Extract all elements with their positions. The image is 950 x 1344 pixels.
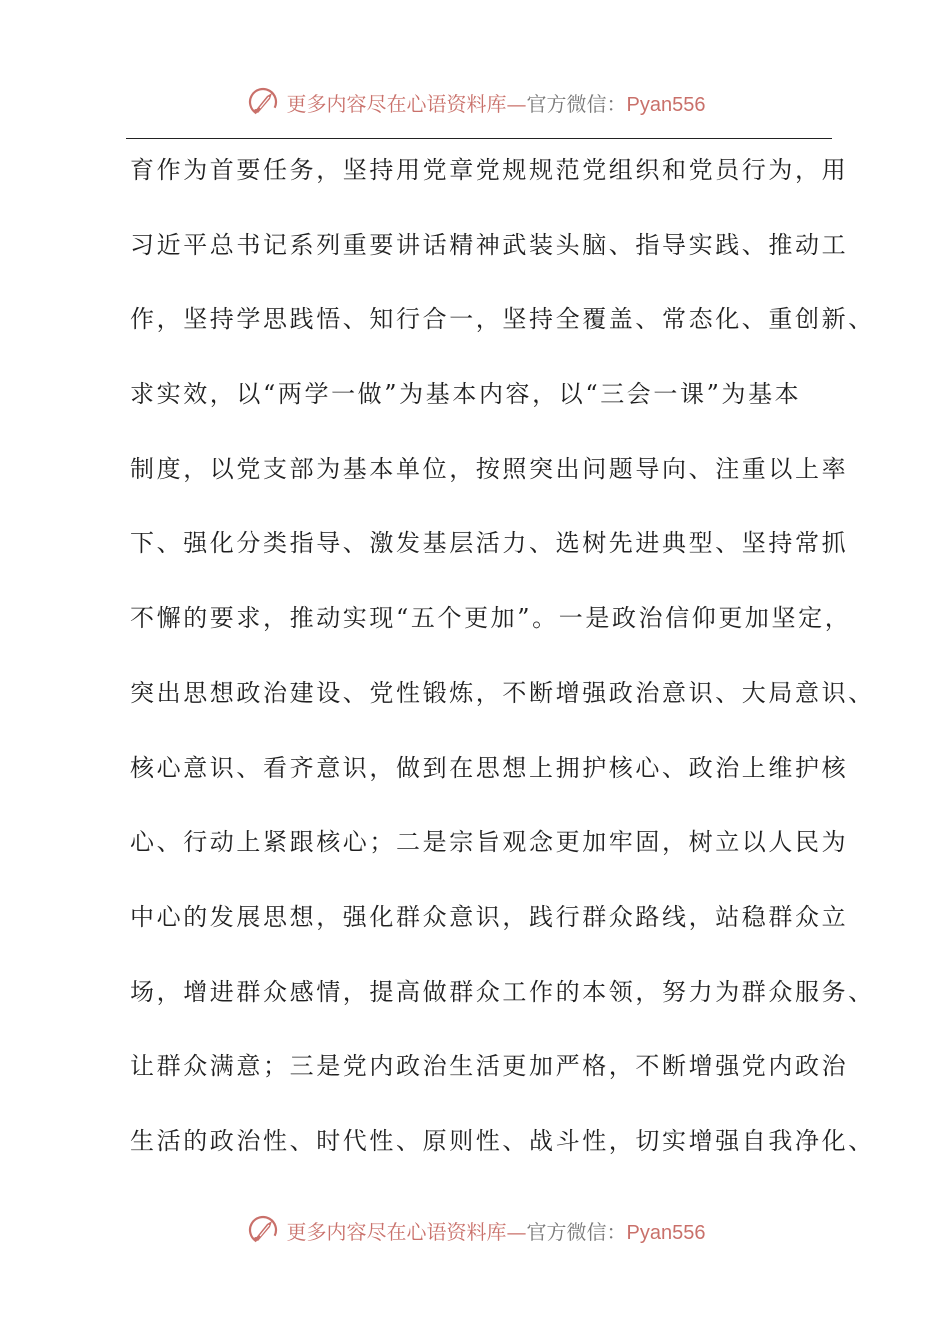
footer-banner bbox=[0, 1210, 950, 1250]
body-line: 核心意识、看齐意识，做到在思想上拥护核心、政治上维护核 bbox=[130, 753, 849, 782]
footer-banner-sub: 官方微信： bbox=[526, 1219, 627, 1244]
body-line: 中心的发展思想，强化群众意识，践行群众路线，站稳群众立 bbox=[130, 902, 849, 931]
body-line: 求实效，以“两学一做”为基本内容，以“三会一课”为基本 bbox=[130, 380, 802, 409]
pen-nib-logo-icon bbox=[245, 84, 281, 120]
pen-nib-logo-icon bbox=[245, 1212, 281, 1248]
header-banner-inner bbox=[245, 84, 706, 120]
footer-banner-dash: — bbox=[506, 1219, 527, 1244]
body-line: 心、行动上紧跟核心；二是宗旨观念更加牢固，树立以人民为 bbox=[130, 828, 849, 857]
body-line: 下、强化分类指导、激发基层活力、选树先进典型、坚持常抓 bbox=[130, 529, 849, 558]
body-line: 育作为首要任务，坚持用党章党规规范党组织和党员行为，用 bbox=[130, 156, 849, 184]
body-line: 不懈的要求，推动实现“五个更加”。一是政治信仰更加坚定， bbox=[130, 604, 852, 633]
body-line: 场，增进群众感情，提高做群众工作的本领，努力为群众服务、 bbox=[130, 977, 875, 1006]
header-banner-id: Pyan556 bbox=[626, 93, 706, 116]
header-banner-text bbox=[287, 88, 706, 117]
header-banner-sub: 官方微信： bbox=[526, 91, 627, 116]
footer-banner-main: 更多内容尽在心语资料库 bbox=[286, 1219, 507, 1244]
body-line: 习近平总书记系列重要讲话精神武装头脑、指导实践、推动工 bbox=[130, 230, 849, 259]
footer-banner-inner bbox=[245, 1212, 706, 1248]
body-line: 生活的政治性、时代性、原则性、战斗性，切实增强自我净化、 bbox=[130, 1126, 875, 1155]
body-line: 制度，以党支部为基本单位，按照突出问题导向、注重以上率 bbox=[130, 454, 849, 483]
body-line: 作，坚持学思践悟、知行合一，坚持全覆盖、常态化、重创新、 bbox=[130, 305, 875, 334]
footer-banner-text bbox=[287, 1216, 706, 1245]
header-banner bbox=[0, 82, 950, 122]
body-line: 突出思想政治建设、党性锻炼，不断增强政治意识、大局意识、 bbox=[130, 678, 875, 707]
header-divider bbox=[126, 138, 832, 139]
header-banner-dash: — bbox=[506, 91, 527, 116]
body-line: 让群众满意；三是党内政治生活更加严格，不断增强党内政治 bbox=[130, 1052, 849, 1081]
document-body bbox=[130, 148, 875, 1194]
footer-banner-id: Pyan556 bbox=[626, 1221, 706, 1244]
header-banner-main: 更多内容尽在心语资料库 bbox=[286, 91, 507, 116]
